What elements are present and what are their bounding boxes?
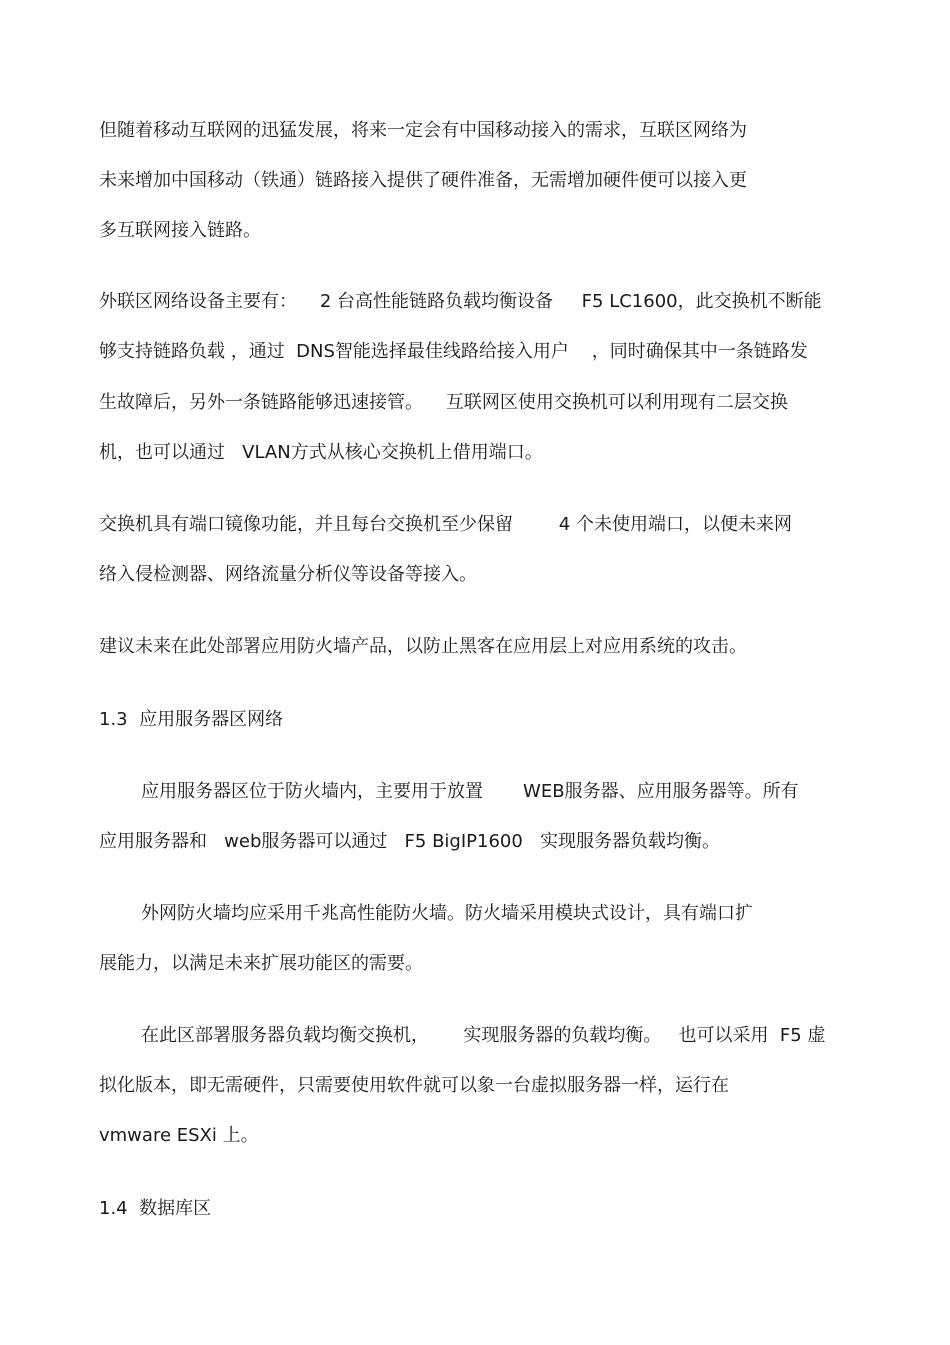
paragraph-line: 未来增加中国移动（铁通）链路接入提供了硬件准备，无需增加硬件便可以接入更 [99, 170, 747, 191]
section-heading: 1.4 数据库区 [99, 1198, 212, 1219]
paragraph-line: 络入侵检测器、网络流量分析仪等设备等接入。 [99, 564, 477, 585]
paragraph-line: 建议未来在此处部署应用防火墙产品，以防止黑客在应用层上对应用系统的攻击。 [99, 636, 747, 657]
paragraph-line: 拟化版本，即无需硬件，只需要使用软件就可以象一台虚拟服务器一样，运行在 [99, 1075, 729, 1096]
paragraph-line: 机，也可以通过 VLAN方式从核心交换机上借用端口。 [99, 442, 543, 463]
paragraph-line: 够支持链路负载 ，通过 DNS智能选择最佳线路给接入用户 ，同时确保其中一条链路发 [99, 341, 808, 362]
paragraph-line: 应用服务器和 web服务器可以通过 F5 BigIP1600 实现服务器负载均衡。 [99, 831, 720, 852]
paragraph-line: 外网防火墙均应采用千兆高性能防火墙。防火墙采用模块式设计，具有端口扩 [141, 903, 753, 924]
section-heading: 1.3 应用服务器区网络 [99, 709, 284, 730]
paragraph-line: 生故障后，另外一条链路能够迅速接管。 互联网区使用交换机可以利用现有二层交换 [99, 392, 788, 413]
paragraph-line: 在此区部署服务器负载均衡交换机， 实现服务器的负载均衡。 也可以采用 F5 虚 [141, 1025, 826, 1046]
paragraph-line: 应用服务器区位于防火墙内，主要用于放置 WEB服务器、应用服务器等。所有 [141, 781, 799, 802]
paragraph-line: 展能力，以满足未来扩展功能区的需要。 [99, 953, 423, 974]
paragraph-line: vmware ESXi 上。 [99, 1125, 259, 1146]
paragraph-line: 交换机具有端口镜像功能，并且每台交换机至少保留 4 个未使用端口，以便未来网 [99, 514, 792, 535]
paragraph-line: 多互联网接入链路。 [99, 220, 261, 241]
paragraph-line: 外联区网络设备主要有： 2 台高性能链路负载均衡设备 F5 LC1600，此交换机不断能 [99, 291, 822, 312]
paragraph-line: 但随着移动互联网的迅猛发展，将来一定会有中国移动接入的需求，互联区网络为 [99, 120, 747, 141]
